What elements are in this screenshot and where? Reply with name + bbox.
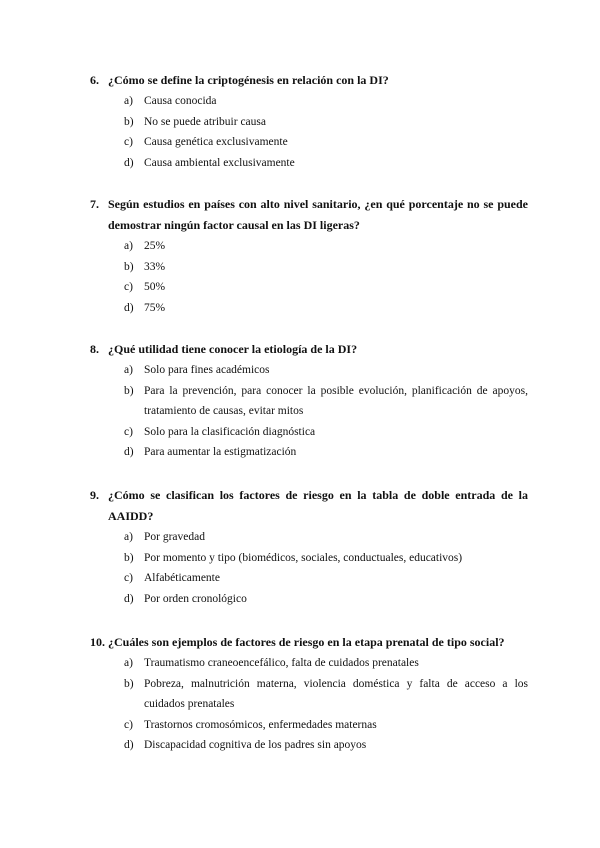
option-letter: c) [124,136,133,148]
option-a [124,236,528,257]
option-text: 25% [144,240,166,252]
option-c [124,568,528,589]
option-letter: c) [124,572,133,584]
option-b [124,381,528,422]
option-text: 50% [144,281,166,293]
option-text: Causa ambiental exclusivamente [144,156,295,169]
option-text: No se puede atribuir causa [144,115,266,128]
option-letter: d) [124,156,134,169]
option-letter: a) [124,364,133,376]
option-letter: b) [124,384,134,397]
option-text: Por momento y tipo (biomédicos, sociales, conductuales, educativos) [144,551,463,564]
option-text: 33% [144,260,166,273]
option-letter: d) [124,739,134,751]
question-number: 8. [90,342,99,356]
option-text: Trastornos cromosómicos, enfermedades maternas [144,718,377,731]
option-b [124,257,528,278]
question-number: 7. [90,197,99,211]
question-7-heading [90,194,528,236]
option-text: Para la prevención, para conocer la posible evolución, planificación de apoyos, tratamiento de causas, evitar mitos [144,384,528,417]
option-letter: c) [124,425,133,438]
option-letter: d) [124,301,134,314]
option-letter: a) [124,240,133,252]
option-c [124,422,528,443]
option-text: 75% [144,301,166,314]
option-a [124,360,528,381]
option-text: Causa genética exclusivamente [144,136,288,148]
option-letter: c) [124,281,133,293]
question-number: 9. [90,488,99,502]
options-list [90,360,528,463]
option-c [124,715,528,736]
option-letter: a) [124,657,133,669]
options-list [90,91,528,173]
option-letter: d) [124,446,134,458]
question-9 [90,485,528,609]
option-text: Alfabéticamente [144,572,220,584]
option-letter: a) [124,95,133,107]
question-6 [90,70,528,173]
option-text: Para aumentar la estigmatización [144,446,297,458]
question-text: ¿Cómo se clasifican los factores de riesgo en la tabla de doble entrada de la AAIDD? [108,488,528,523]
question-6-heading [90,70,528,91]
option-letter: d) [124,592,134,605]
option-letter: b) [124,115,134,128]
option-text: Pobreza, malnutrición materna, violencia doméstica y falta de acceso a los cuidados prenatales [144,677,528,710]
options-list [90,653,528,756]
option-text: Por gravedad [144,531,205,543]
option-c [124,132,528,153]
question-8-heading [90,339,528,360]
option-letter: b) [124,260,134,273]
question-10-heading [90,632,528,653]
option-letter: a) [124,531,133,543]
question-number: 10. [90,635,105,649]
question-text: ¿Cuáles son ejemplos de factores de riesgo en la etapa prenatal de tipo social? [108,635,505,649]
option-text: Por orden cronológico [144,592,247,605]
question-text: Según estudios en países con alto nivel sanitario, ¿en qué porcentaje no se puede demostrar ningún factor causal en las DI ligeras? [108,197,528,232]
option-a [124,653,528,674]
option-text: Causa conocida [144,95,217,107]
option-c [124,277,528,298]
question-8 [90,339,528,463]
question-9-heading [90,485,528,527]
option-b [124,112,528,133]
option-text: Solo para la clasificación diagnóstica [144,425,316,438]
question-text: ¿Cómo se define la criptogénesis en relación con la DI? [108,73,389,87]
option-letter: b) [124,551,134,564]
question-number: 6. [90,73,99,87]
option-letter: c) [124,718,133,731]
option-d [124,442,528,463]
option-d [124,589,528,610]
option-a [124,527,528,548]
question-10 [90,632,528,756]
option-b [124,674,528,715]
option-d [124,298,528,319]
option-d [124,153,528,174]
question-text: ¿Qué utilidad tiene conocer la etiología de la DI? [108,342,358,356]
option-letter: b) [124,677,134,690]
option-d [124,735,528,756]
option-a [124,91,528,112]
question-7 [90,194,528,318]
option-text: Discapacidad cognitiva de los padres sin apoyos [144,739,367,751]
options-list [90,236,528,318]
options-list [90,527,528,609]
option-b [124,548,528,569]
option-text: Traumatismo craneoencefálico, falta de cuidados prenatales [144,657,419,669]
option-text: Solo para fines académicos [144,364,270,376]
